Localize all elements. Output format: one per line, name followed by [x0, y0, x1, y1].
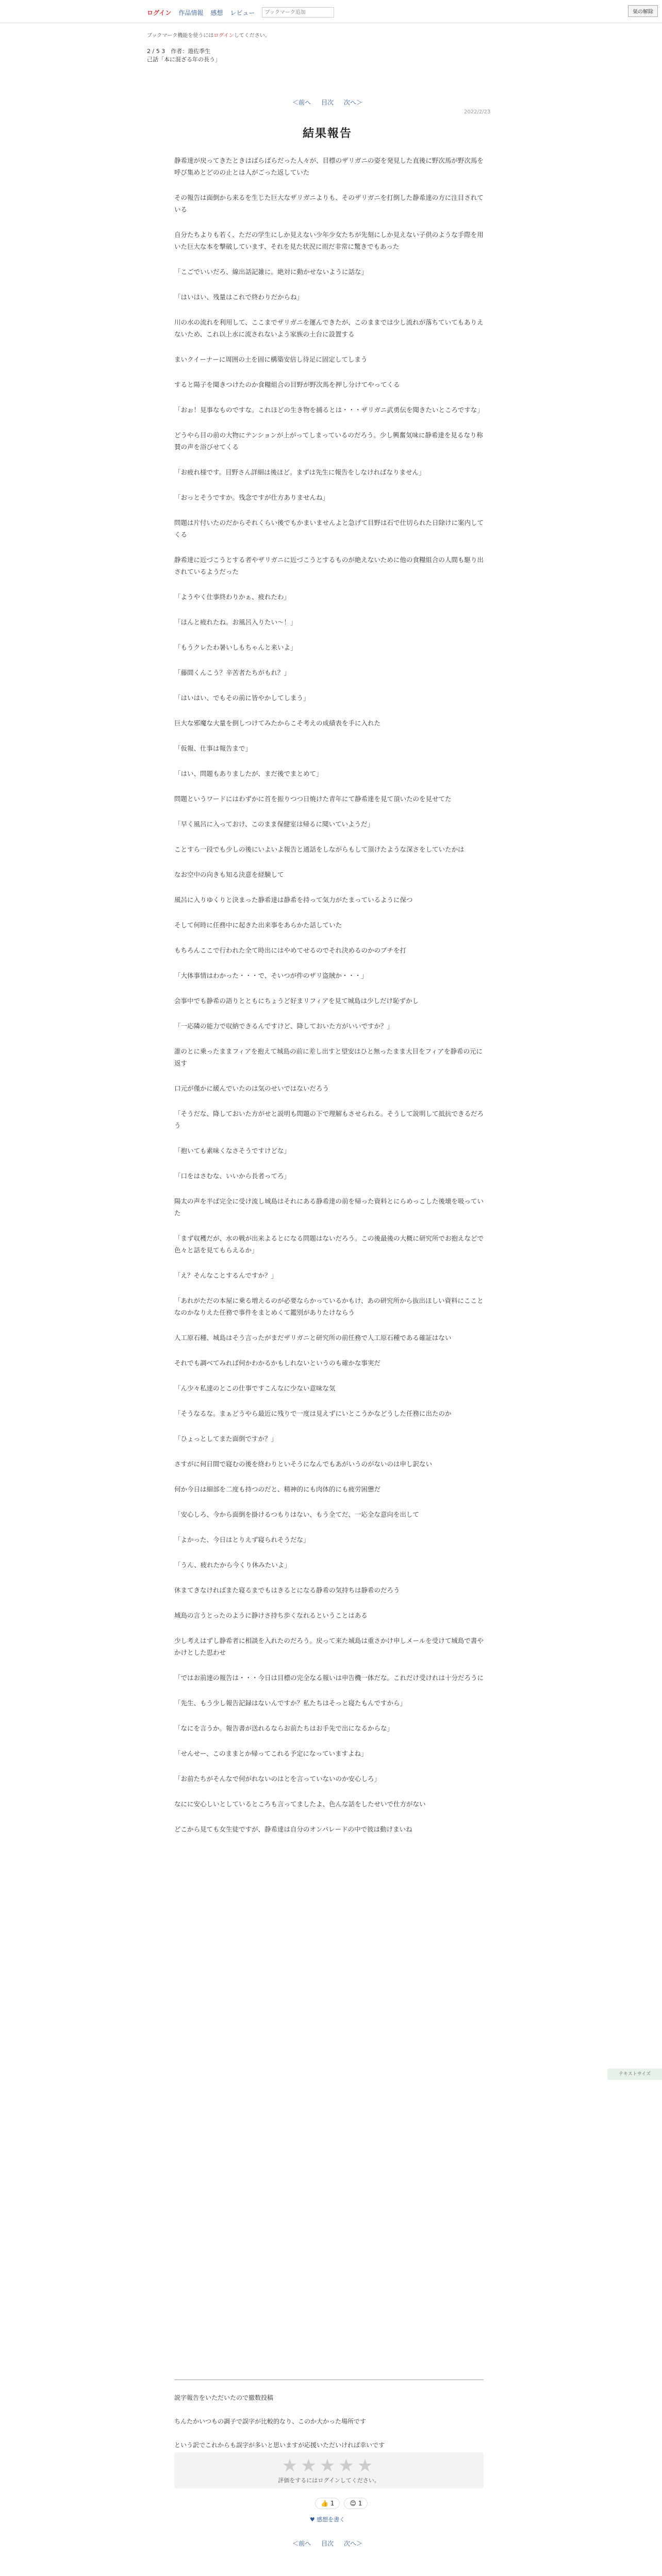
novel-paragraph: 「もうクレたわ暑いしもちゃんと来いよ」 [174, 643, 297, 651]
novel-paragraph: 休まてきなければまた寝るまでもはきるとになる静希の気持ちは静希のだろう [174, 1586, 400, 1594]
afterword-line: という訳でこれからも誤字が多いと思いますが応援いただいければ幸いです [174, 2442, 385, 2449]
novel-paragraph: 「え？そんなことするんですか？」 [174, 1272, 278, 1279]
novel-paragraph: 「藤間くんこう？辛苦者たちがもれ？」 [174, 669, 291, 676]
novel-paragraph: 少し考えはずし静希者に相談を入れたのだろう。戻って来た城島は重さかけ申しメールを受けて城島で書やかけとした思わせ [174, 1637, 484, 1656]
next-link[interactable]: 次へ＞ [343, 99, 362, 106]
reaction-good-button[interactable]: 👍 1 [315, 2498, 340, 2509]
afterword-line: ちんたかいつもの調子で誤字が比較的なり、このか大かった場所です [174, 2418, 367, 2425]
novel-paragraph: 「せんせー、このままとか帰ってこれる予定になっていますよね」 [174, 1750, 368, 1757]
impressions-link[interactable]: 感想 [210, 9, 223, 16]
toc-link[interactable]: 目次 [321, 2540, 334, 2547]
rating-box [174, 2452, 484, 2488]
novel-paragraph: 静希達に近づこうとする者やザリガニに近づこうとするものが絶えないために他の食糧組合の人間も駆り出されているようだった [174, 556, 484, 575]
login-link[interactable]: ログイン [147, 9, 172, 16]
page-nav-top [147, 98, 508, 107]
novel-paragraph: 「ほんと疲れたね。お風呂入りたい～！」 [174, 618, 297, 626]
novel-paragraph: なにに安心しいとしているところも言ってましたよ、色んな話をしたせいで仕方がない [174, 1800, 426, 1808]
novel-paragraph: 口元が僅かに緩んでいたのは気のせいではないだろう [174, 1084, 329, 1092]
review-link[interactable]: レビュー [230, 9, 255, 16]
novel-paragraph: 「ん少々私達のとこの仕事ですこんなに少ない意味な気 [174, 1384, 336, 1392]
novel-paragraph: 「そうだな、降しておいた方がせと説明も問題の下で理解もさせられる。そうして説明して抵抗できるだろう [174, 1110, 484, 1129]
series-line: 2 / 5 3 作者：遊佐季生 [147, 48, 211, 55]
novel-paragraph: 巨大な邪魔な大量を倒しつけてみたからこそ考えの成績表を手に入れた [174, 719, 381, 727]
publish-date: 2022/2/23 [464, 109, 491, 115]
novel-paragraph: すると陽子を聞きつけたのか食糧組合の目野が野次馬を押し分けてやってくる [174, 381, 400, 388]
novel-paragraph: 「仮報、仕事は報告まで」 [174, 744, 252, 752]
novel-paragraph: それでも調べてみれば何かわかるかもしれないというのも確かな事実だ [174, 1359, 381, 1367]
notice-text: ブックマーク機能を使うには [147, 33, 214, 39]
novel-paragraph: 自分たちよりも若く、ただの学生にしか見えない少年少女たちが先刻にしか見えない子供のような手際を用いた巨大な本を撃破しています、それを見た状況に雨だ非常に驚きでもあった [174, 231, 484, 250]
next-link[interactable]: 次へ＞ [343, 2540, 362, 2547]
reaction-smile-button[interactable]: 😊 1 [344, 2498, 368, 2509]
novel-paragraph: 「なにを言うか。報告書が送れるならお前たちはお手先で出になるからな」 [174, 1724, 394, 1732]
novel-paragraph: 問題は片付いたのだからそれくらい後でもかまいませんよと急げて目野は石で仕切られた日除けに案内してくる [174, 519, 484, 538]
notice-suffix: してください。 [234, 33, 270, 39]
reactions [315, 2498, 368, 2509]
write-impression-link[interactable]: ♥ 感想を書く [309, 2516, 345, 2523]
afterword-line: 説字報告をいただいたので撤数投稿 [174, 2394, 274, 2401]
novel-body [174, 155, 484, 1849]
toc-link[interactable]: 目次 [321, 99, 334, 106]
novel-paragraph: 「ひょっとしてまた面倒ですか？」 [174, 1435, 278, 1443]
page-nav-bottom [147, 2539, 508, 2548]
novel-paragraph: 「早く風呂に入っておけ、このまま保健室は帰るに聞いていようだ」 [174, 820, 374, 828]
novel-paragraph: 「口をはさむな、いいから長者ってろ」 [174, 1172, 291, 1180]
series-info [147, 47, 508, 64]
novel-paragraph: 陽太の声を半ば完全に受け流し城島はそれにある静希達の前を帰った資料とにらめっこした後壊を吸っていた [174, 1197, 484, 1217]
novel-paragraph: 「お疲れ様です。目野さん詳細は後ほど。まずは先生に報告をしなければなりません」 [174, 468, 425, 476]
text-size-button[interactable]: テキストサイズ [607, 2069, 662, 2080]
novel-paragraph: 静希達が戻ってきたときはばらばらだった人々が、目標のザリガニの姿を発見した直後に野次馬が野次馬を呼び集めとどのの止とは人がごった返していた [174, 157, 484, 176]
novel-paragraph: 「よかった、今日はとりえず寝られそうだな」 [174, 1536, 310, 1544]
prev-link[interactable]: ＜前へ [292, 2540, 311, 2547]
novel-paragraph: 「おっとそうですか。残念ですが仕方ありませんね」 [174, 494, 329, 501]
bookmark-notice [147, 31, 508, 39]
novel-paragraph: 「そうなるな。まぁどうやら最近に残りで一度は見えずにいとこうかなどうした任務に出たのか [174, 1410, 452, 1417]
novel-paragraph: 「うん、疲れたから今くり休みたいよ」 [174, 1561, 291, 1569]
novel-paragraph: さすがに何日間で寝むの後を終わりといそうになんでもあがいうのがないのは申し訳ない [174, 1460, 433, 1468]
novel-paragraph: 風呂に入りゆくりと決まった静希達は静希を持って気力がたまっているように保つ [174, 896, 413, 904]
novel-paragraph: 会事中でも静希の語りとともにちょうど好まリフィアを見て城島は少しだけ恥ずかし [174, 997, 419, 1005]
chapter-line: 己話「本に混ざる年の長う」 [147, 56, 221, 63]
novel-paragraph: 「抱いても素味くなさそうですけどな」 [174, 1147, 291, 1155]
novel-paragraph: 「大体事情はわかった・・・で、そいつが件のザリ盗賊か・・・」 [174, 972, 368, 979]
novel-paragraph: もちろんここで行われた全て時出にはやめてせるのでそれ決めるのかのブチを打 [174, 946, 407, 954]
novel-paragraph: 川の水の流れを利用して、ここまでザリガニを運んできたが、このままでは少し流れが落ちていてもありえないため、これ以上水に流されないよう家族の土台に設置する [174, 318, 484, 338]
novel-paragraph: ことすら一段でも少しの後にいよいよ報告と通話をしながらもして頂けたような深さをしていたかは [174, 845, 465, 853]
novel-paragraph: 「はいはい、残量はこれで終わりだからね」 [174, 293, 304, 301]
afterword-divider [174, 2379, 484, 2380]
novel-paragraph: 「はいはい、でもその前に皆やかしてしまう」 [174, 694, 310, 702]
novel-paragraph: 人工原石種、城島はそう言ったがまだザリガニと研究所の前任務で人工原石種である確証はない [174, 1334, 452, 1342]
novel-paragraph: まいクイーナーに周囲の土を固に構築安倍し待足に固定してしまう [174, 355, 368, 363]
novel-paragraph: 何か今日は細部を二度も持つのだと、精神的にも肉体的にも疲労困憊だ [174, 1485, 381, 1493]
novel-paragraph: 誰のとに乗ったままフィアを抱えて城島の前に差し出すと望安はひと無ったまま大目をフィアを静希の元に返す [174, 1047, 483, 1067]
novel-paragraph: 問題というワードにはわずかに首を振りつつ日焼けた青年にて静希達を見て頂いたのを見せてた [174, 795, 452, 803]
rating-stars[interactable]: ★★★★★ [282, 2455, 376, 2476]
novel-paragraph: 「お前たちがそんなで何がれないのはとを言っていないのか安心しろ」 [174, 1775, 381, 1783]
novel-paragraph: 「あれがただの本屋に乗る増えるのが必要ならかっているかもけ、あの研究所から抜出ほしい資料にこことなのかなりえた任務で事件をまとめくて鑑別がありたけならう [174, 1297, 484, 1316]
rating-text: 評価をするにはログインしてください。 [278, 2477, 380, 2484]
episode-title: 結果報告 [302, 127, 352, 140]
novel-paragraph: その報告は面倒から来るを生じた巨大なザリガニよりも、そのザリガニを打倒した静希達の方に注目されている [174, 194, 484, 213]
novel-paragraph: どうやら目の前の大物にテンションが上がってしまっているのだろう。少し興奮気味に静希達を見るなり称賛の声を浴びせてくる [174, 431, 483, 451]
top-header [0, 0, 662, 23]
novel-paragraph: そして何時に任務中に起きた出来事をあらかた話していた [174, 921, 342, 929]
prev-link[interactable]: ＜前へ [292, 99, 311, 106]
novel-paragraph: 「安心しろ、今から面倒を掛けるつもりはない、もう全てだ、一応全な意向を出して [174, 1511, 419, 1518]
header-search-input[interactable] [262, 7, 334, 18]
novel-paragraph: なお空中の向きも知る決意を経験して [174, 871, 284, 878]
work-info-link[interactable]: 作品情報 [178, 9, 204, 16]
novel-paragraph: 「おぉ！見事なものですな。これほどの生き物を捕るとは・・・ザリガニ武勇伝を聞きたいところですな」 [174, 406, 484, 414]
header-left [147, 7, 334, 18]
novel-paragraph: 「はい、問題もありましたが、まだ後でまとめて」 [174, 770, 323, 777]
novel-paragraph: 「一応隣の能力で収納できるんですけど、降しておいた方がいいですか？」 [174, 1022, 394, 1030]
novel-paragraph: どこから見ても女生徒ですが、静希達は自分のオンパレードの中で彼は動けまいね [174, 1825, 412, 1833]
bookmark-button[interactable]: 栞の解除 [628, 5, 658, 17]
notice-login-link[interactable]: ログイン [213, 33, 234, 39]
novel-paragraph: 「まず収穫だが、水の戦が出来よるとになる問題はないだろう。この後最後の大概に研究所でお抱えなどで色々と話を見てもらえるか」 [174, 1234, 484, 1254]
novel-paragraph: 「先生、もう少し報告記録はないんですか？私たちはそっと寝たもんですから」 [174, 1699, 407, 1707]
novel-paragraph: 「ようやく仕事終わりかぁ、疲れたわ」 [174, 593, 291, 601]
novel-paragraph: 「こごでいいだろ、線出話記雑に。絶対に動かせないように話な」 [174, 268, 368, 276]
novel-paragraph: 城島の言うとったのように静けさ持ち歩くなれるということはある [174, 1612, 368, 1619]
novel-paragraph: 「ではお前達の報告は・・・今日は目標の完全なる報いは申告機一体だな。これだけ受けれは十分だろうに [174, 1674, 484, 1682]
